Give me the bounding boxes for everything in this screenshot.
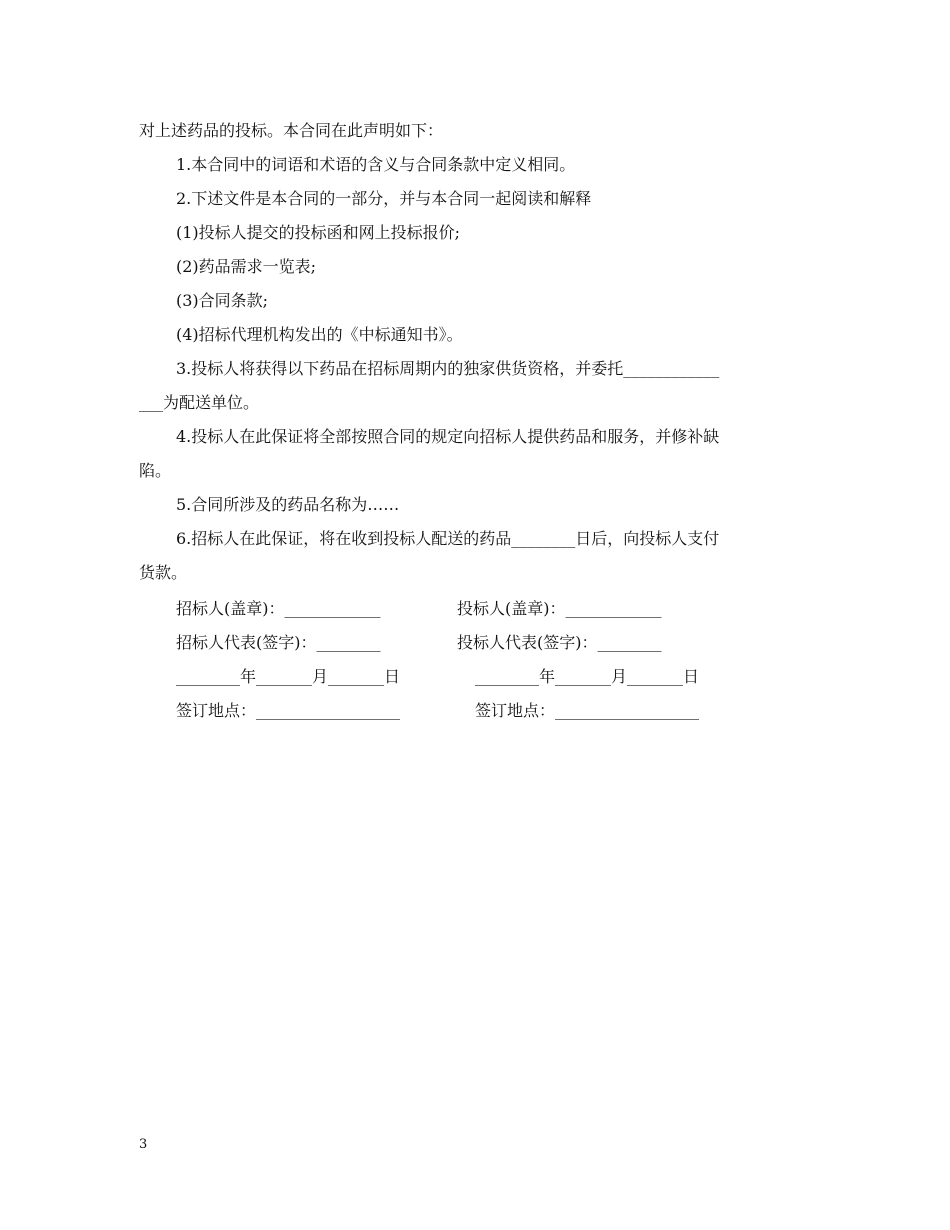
tenderer-signing-place-line: 签订地点：__________________	[176, 701, 401, 720]
clause-4-line-1: 4.投标人在此保证将全部按照合同的规定向招标人提供药品和服务，并修补缺	[176, 427, 720, 446]
bidder-seal-line: 投标人(盖章)：____________	[457, 599, 662, 618]
clause-1: 1.本合同中的词语和术语的含义与合同条款中定义相同。	[176, 155, 576, 174]
clause-2-item-1: (1)投标人提交的投标函和网上投标报价;	[176, 223, 461, 242]
page-number: 3	[139, 1137, 148, 1152]
tenderer-date-line: ________年_______月_______日	[176, 667, 401, 686]
bidder-signing-place-line: 签订地点：__________________	[475, 701, 700, 720]
clause-6-line-2: 货款。	[139, 563, 188, 582]
clause-2-item-2: (2)药品需求一览表;	[176, 257, 317, 276]
bidder-date-line: ________年_______月_______日	[475, 667, 700, 686]
clause-5: 5.合同所涉及的药品名称为……	[176, 495, 400, 514]
paragraph-intro: 对上述药品的投标。本合同在此声明如下：	[139, 121, 444, 140]
clause-2: 2.下述文件是本合同的一部分，并与本合同一起阅读和解释	[176, 189, 592, 208]
clause-2-item-4: (4)招标代理机构发出的《中标通知书》。	[176, 325, 463, 344]
clause-3-line-2: ___为配送单位。	[139, 393, 260, 412]
clause-4-line-2: 陷。	[139, 461, 172, 480]
bidder-rep-signature-line: 投标人代表(签字)：________	[457, 633, 662, 652]
tenderer-seal-line: 招标人(盖章)：____________	[176, 599, 381, 618]
clause-3-line-1: 3.投标人将获得以下药品在招标周期内的独家供货资格，并委托____________	[176, 359, 720, 378]
clause-2-item-3: (3)合同条款;	[176, 291, 269, 310]
tenderer-rep-signature-line: 招标人代表(签字)：________	[176, 633, 381, 652]
clause-6-line-1: 6.招标人在此保证，将在收到投标人配送的药品________日后，向投标人支付	[176, 529, 720, 548]
